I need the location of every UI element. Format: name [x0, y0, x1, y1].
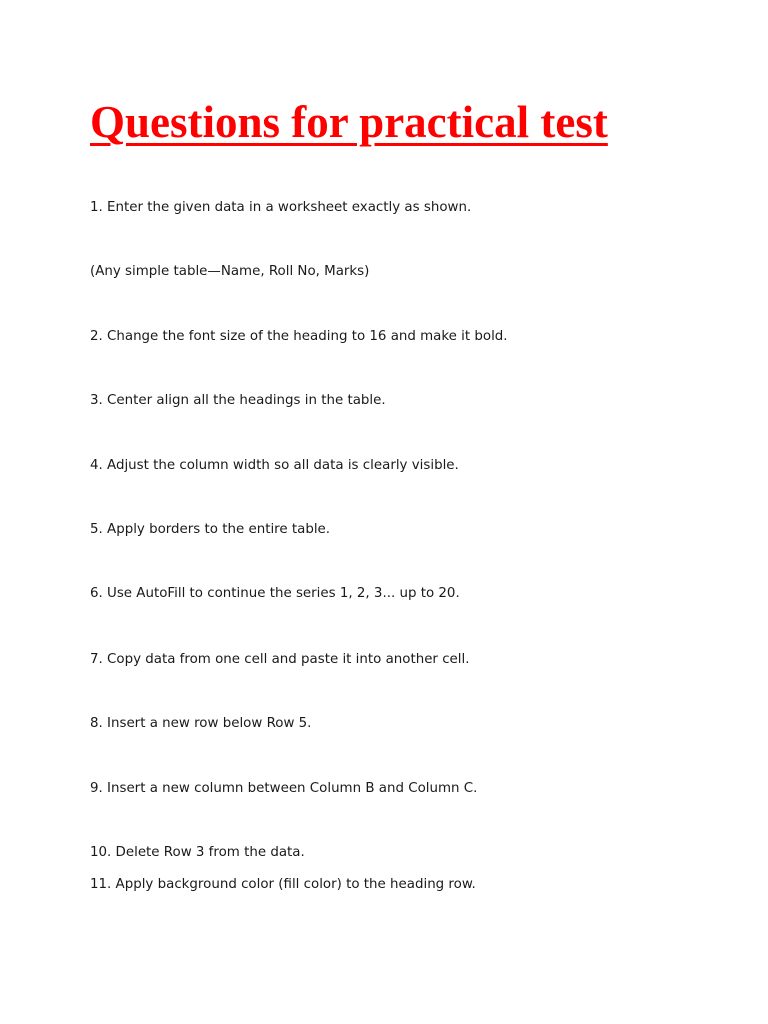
question-9: 9. Insert a new column between Column B and Column C. — [90, 781, 478, 796]
question-4: 4. Adjust the column width so all data is clearly visible. — [90, 458, 459, 473]
document-title: Questions for practical test — [90, 97, 608, 147]
question-7: 7. Copy data from one cell and paste it into another cell. — [90, 652, 470, 667]
question-2: 2. Change the font size of the heading to 16 and make it bold. — [90, 329, 508, 344]
question-8: 8. Insert a new row below Row 5. — [90, 716, 312, 731]
question-1: 1. Enter the given data in a worksheet exactly as shown. — [90, 200, 472, 215]
question-10: 10. Delete Row 3 from the data. — [90, 845, 305, 860]
question-3: 3. Center align all the headings in the table. — [90, 393, 386, 408]
question-11: 11. Apply background color (fill color) to the heading row. — [90, 877, 476, 892]
question-6: 6. Use AutoFill to continue the series 1, 2, 3... up to 20. — [90, 586, 460, 601]
question-5: 5. Apply borders to the entire table. — [90, 522, 331, 537]
question-1-note: (Any simple table—Name, Roll No, Marks) — [90, 264, 370, 279]
